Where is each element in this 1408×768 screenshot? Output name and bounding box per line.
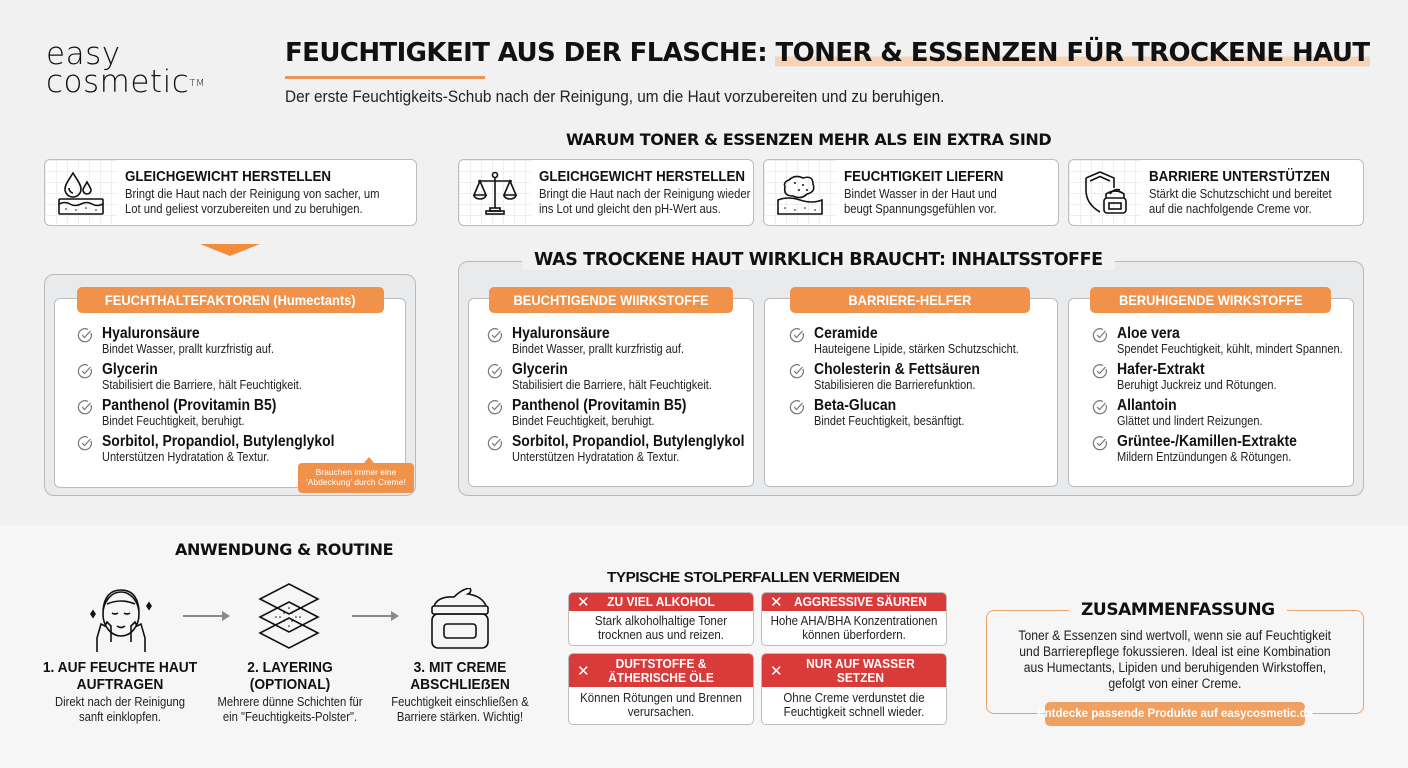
face-application-icon xyxy=(85,580,157,652)
logo-line-1: easy xyxy=(46,36,121,72)
shield-cream-icon xyxy=(1069,160,1141,225)
shop-link-button[interactable]: Entdecke passende Produkte auf easycosmetic.de xyxy=(1045,702,1305,726)
ingredient-item: Sorbitol, Propandiol, Butylenglykol Unterstützen Hydratation & Textur. xyxy=(487,433,770,464)
benefit-title: GLEICHGEWICHT HERSTELLEN xyxy=(539,168,746,185)
title-underline xyxy=(285,76,485,79)
check-circle-icon xyxy=(487,363,503,379)
pitfall-card: ✕ AGGRESSIVE SÄUREN Hohe AHA/BHA Konzentrationen können überfordern. xyxy=(761,592,947,646)
water-drops-skin-icon xyxy=(45,160,117,225)
ingredient-list xyxy=(789,325,1047,433)
ingredient-item: Glycerin Stabilisiert die Barriere, hält Feuchtigkeit. xyxy=(487,361,770,392)
check-circle-icon xyxy=(1092,399,1108,415)
check-circle-icon xyxy=(77,327,93,343)
benefit-desc-1: Stärkt die Schutzschicht und bereitet xyxy=(1149,186,1332,201)
brand-logo[interactable] xyxy=(46,36,205,100)
summary-text: Toner & Essenzen sind wertvoll, wenn sie auf Feuchtigkeit und Barrierepflege fokussieren. Ideal ist eine Kombination aus Humectants, Lipiden und beruhigenden Wirkstoffen, gefolgt von einer Creme. xyxy=(1018,628,1332,691)
pitfall-card: ✕ DUFTSTOFFE & ÄTHERISCHE ÖLE Können Rötungen und Brennen verursachen. xyxy=(568,653,754,725)
routine-step: 1. AUF FEUCHTE HAUT AUFTRAGEN Direkt nach der Reinigung sanft einklopfen. xyxy=(42,659,198,724)
arrow-down-icon xyxy=(200,244,260,256)
humectants-list xyxy=(77,325,360,469)
routine-step: 3. MIT CREME ABSCHLIEẞEN Feuchtigkeit einschließen & Barriere stärken. Wichtig! xyxy=(391,659,529,724)
benefit-desc-1: Bindet Wasser in der Haut und xyxy=(844,186,997,201)
ingredient-item: Hafer-Extrakt Beruhigt Juckreiz und Rötungen. xyxy=(1092,361,1373,392)
trademark: TM xyxy=(189,78,205,89)
layers-icon xyxy=(256,582,322,650)
benefit-title: GLEICHGEWICHT HERSTELLEN xyxy=(125,168,332,185)
balance-scale-icon xyxy=(459,160,531,225)
close-x-icon: ✕ xyxy=(577,662,590,680)
title-part-2-highlight: TONER & ESSENZEN FÜR TROCKENE HAUT xyxy=(775,38,1370,68)
ingredient-item: Hyaluronsäure Bindet Wasser, prallt kurzfristig auf. xyxy=(77,325,360,356)
why-heading: WARUM TONER & ESSENZEN MEHR ALS EIN EXTRA SIND xyxy=(566,130,1052,149)
check-circle-icon xyxy=(77,435,93,451)
routine-step: 2. LAYERING (OPTIONAL) Mehrere dünne Schichten für ein "Feuchtigkeits-Polster". xyxy=(217,659,363,724)
check-circle-icon xyxy=(789,327,805,343)
check-circle-icon xyxy=(487,327,503,343)
check-circle-icon xyxy=(789,363,805,379)
title-part-1: FEUCHTIGKEIT AUS DER FLASCHE: xyxy=(285,38,776,68)
ingredient-item: Glycerin Stabilisiert die Barriere, hält Feuchtigkeit. xyxy=(77,361,360,392)
benefit-desc-2: auf die nachfolgende Creme vor. xyxy=(1149,201,1312,216)
benefit-desc-2: ins Lot und gleicht den pH-Wert aus. xyxy=(539,201,721,216)
benefit-desc-1: Bringt die Haut nach der Reinigung von sacher, um xyxy=(125,186,380,201)
pitfalls-heading: TYPISCHE STOLPERFALLEN VERMEIDEN xyxy=(607,570,900,586)
callout-note: Brauchen immer eine 'Abdeckung' durch Creme! xyxy=(298,463,414,493)
ingredient-item: Panthenol (Provitamin B5) Bindet Feuchtigkeit, beruhigt. xyxy=(77,397,360,428)
ingredients-heading: WAS TROCKENE HAUT WIRKLICH BRAUCHT: INHALTSSTOFFE xyxy=(522,250,1115,270)
close-x-icon: ✕ xyxy=(577,594,590,611)
benefit-card xyxy=(458,159,754,226)
benefit-card xyxy=(763,159,1059,226)
check-circle-icon xyxy=(487,399,503,415)
sponge-skin-icon xyxy=(764,160,836,225)
ingredient-list xyxy=(1092,325,1373,469)
routine-heading: ANWENDUNG & ROUTINE xyxy=(175,540,394,559)
panel-label: BERUHIGENDE WIRKSTOFFE xyxy=(1090,287,1331,313)
ingredient-item: Aloe vera Spendet Feuchtigkeit, kühlt, mindert Spannen. xyxy=(1092,325,1373,356)
check-circle-icon xyxy=(77,363,93,379)
arrow-right-icon xyxy=(183,615,228,617)
benefit-card xyxy=(1068,159,1364,226)
panel-label: BEUCHTIGENDE WIIRKSTOFFE xyxy=(489,287,733,313)
benefit-desc-2: beugt Spannungsgefühlen vor. xyxy=(844,201,997,216)
page-subtitle: Der erste Feuchtigkeits-Schub nach der Reinigung, um die Haut vorzubereiten und zu beruhigen. xyxy=(285,88,945,106)
arrow-right-icon xyxy=(352,615,397,617)
ingredient-item: Beta-Glucan Bindet Feuchtigkeit, besänftigt. xyxy=(789,397,1047,428)
ingredient-item: Allantoin Glättet und lindert Reizungen. xyxy=(1092,397,1373,428)
ingredient-item: Hyaluronsäure Bindet Wasser, prallt kurzfristig auf. xyxy=(487,325,770,356)
humectants-label: FEUCHTHALTEFAKTOREN (Humectants) xyxy=(77,287,384,313)
ingredient-list xyxy=(487,325,770,469)
page-title xyxy=(285,38,1370,68)
ingredient-item: Panthenol (Provitamin B5) Bindet Feuchtigkeit, beruhigt. xyxy=(487,397,770,428)
benefit-title: BARRIERE UNTERSTÜTZEN xyxy=(1149,168,1330,185)
check-circle-icon xyxy=(77,399,93,415)
ingredient-item: Cholesterin & Fettsäuren Stabilisieren die Barrierefunktion. xyxy=(789,361,1047,392)
benefit-title: FEUCHTIGKEIT LIEFERN xyxy=(844,168,1004,185)
check-circle-icon xyxy=(1092,435,1108,451)
check-circle-icon xyxy=(1092,363,1108,379)
check-circle-icon xyxy=(487,435,503,451)
panel-label: BARRIERE-HELFER xyxy=(790,287,1030,313)
summary-heading: ZUSAMMENFASSUNG xyxy=(1069,600,1287,620)
pitfall-card: ✕ NUR AUF WASSER SETZEN Ohne Creme verdunstet die Feuchtigkeit schnell wieder. xyxy=(761,653,947,725)
benefit-desc-1: Bringt die Haut nach der Reinigung wieder xyxy=(539,186,751,201)
close-x-icon: ✕ xyxy=(770,662,783,680)
benefit-desc-2: Lot und geliest vorzubereiten und zu beruhigen. xyxy=(125,201,363,216)
check-circle-icon xyxy=(1092,327,1108,343)
ingredient-item: Sorbitol, Propandiol, Butylenglykol Unterstützen Hydratation & Textur. xyxy=(77,433,360,464)
ingredient-item: Ceramide Hauteigene Lipide, stärken Schutzschicht. xyxy=(789,325,1047,356)
ingredient-item: Grüntee-/Kamillen-Extrakte Mildern Entzündungen & Rötungen. xyxy=(1092,433,1373,464)
pitfall-card: ✕ ZU VIEL ALKOHOL Stark alkoholhaltige Toner trocknen aus und reizen. xyxy=(568,592,754,646)
close-x-icon: ✕ xyxy=(770,594,783,611)
check-circle-icon xyxy=(789,399,805,415)
logo-line-2: cosmetic xyxy=(46,64,190,100)
benefit-card xyxy=(44,159,417,226)
cream-jar-icon xyxy=(428,588,492,650)
